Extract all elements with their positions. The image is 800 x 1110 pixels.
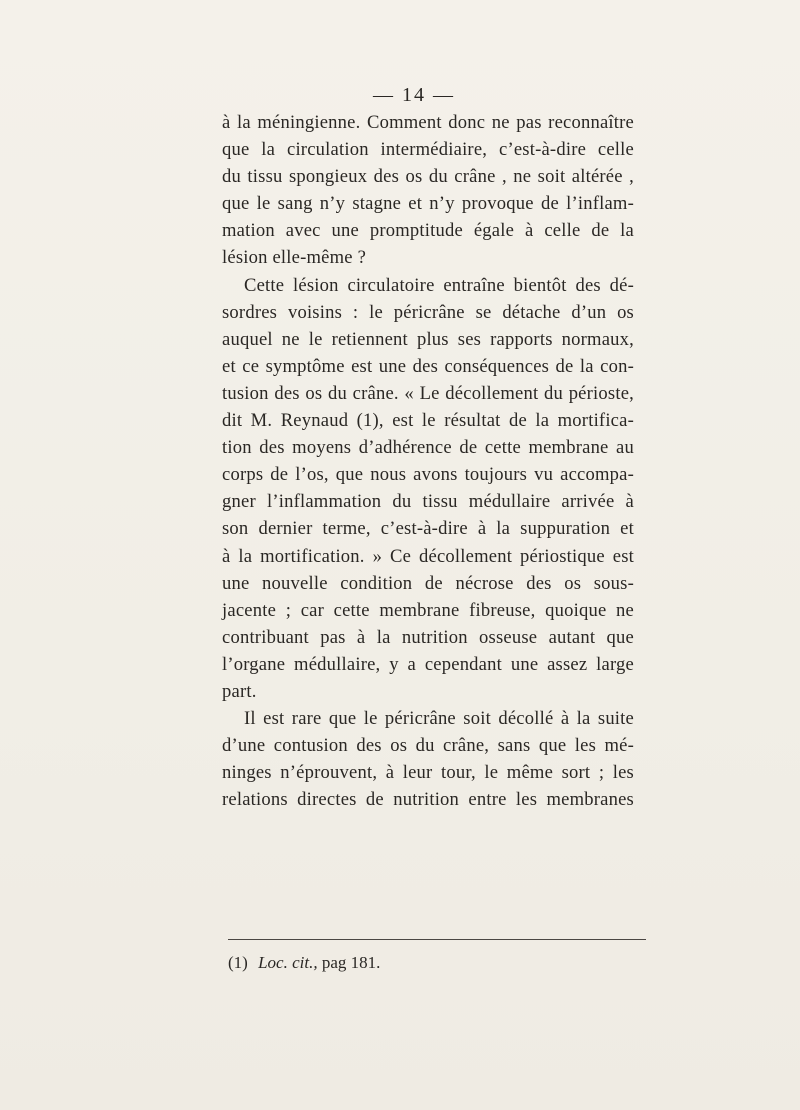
- footnote-reference: Loc. cit.,: [258, 953, 318, 972]
- text-line: dit M. Reynaud (1), est le résultat de la mortifica-: [222, 410, 634, 432]
- text-line: et ce symptôme est une des conséquences de la con-: [222, 355, 634, 377]
- text-line: tion des moyens d’adhérence de cette membrane au: [222, 437, 634, 459]
- text-line: d’une contusion des os du crâne, sans que les mé-: [222, 735, 634, 757]
- text-line: corps de l’os, que nous avons toujours vu accompa-: [222, 464, 634, 486]
- text-line: ninges n’éprouvent, à leur tour, le même sort ; les: [222, 762, 634, 784]
- footnote-page: pag 181.: [321, 953, 381, 972]
- text-line: relations directes de nutrition entre les membranes: [222, 789, 634, 811]
- footnote: [228, 952, 380, 974]
- text-line: à la mortification. » Ce décollement périostique est: [222, 545, 634, 567]
- text-line: que le sang n’y stagne et n’y provoque de l’inflam-: [222, 193, 634, 215]
- text-line: du tissu spongieux des os du crâne , ne soit altérée ,: [222, 166, 634, 188]
- text-line: son dernier terme, c’est-à-dire à la suppuration et: [222, 518, 634, 540]
- text-line: une nouvelle condition de nécrose des os sous-: [222, 572, 634, 594]
- text-line: Il est rare que le péricrâne soit décollé à la suite: [244, 708, 634, 730]
- text-line: Cette lésion circulatoire entraîne bientôt des dé-: [244, 274, 634, 296]
- body-text: [222, 109, 634, 813]
- text-line: jacente ; car cette membrane fibreuse, quoique ne: [222, 599, 634, 621]
- text-line: auquel ne le retiennent plus ses rapports normaux,: [222, 328, 634, 350]
- text-line: que la circulation intermédiaire, c’est-à-dire celle: [222, 139, 634, 161]
- text-line: contribuant pas à la nutrition osseuse autant que: [222, 626, 634, 648]
- text-line: sordres voisins : le péricrâne se détache d’un os: [222, 301, 634, 323]
- text-line: tusion des os du crâne. « Le décollement du périoste,: [222, 382, 634, 404]
- footnote-marker: (1): [228, 953, 248, 972]
- text-line: l’organe médullaire, y a cependant une assez large: [222, 653, 634, 675]
- text-line: à la méningienne. Comment donc ne pas reconnaître: [222, 112, 634, 133]
- page-number: — 14 —: [373, 84, 455, 106]
- text-line: gner l’inflammation du tissu médullaire arrivée à: [222, 491, 634, 513]
- text-line: lésion elle-même ?: [222, 247, 367, 269]
- text-line: mation avec une promptitude égale à celle de la: [222, 220, 634, 242]
- footnote-rule: [228, 939, 646, 940]
- text-line: part.: [222, 680, 257, 702]
